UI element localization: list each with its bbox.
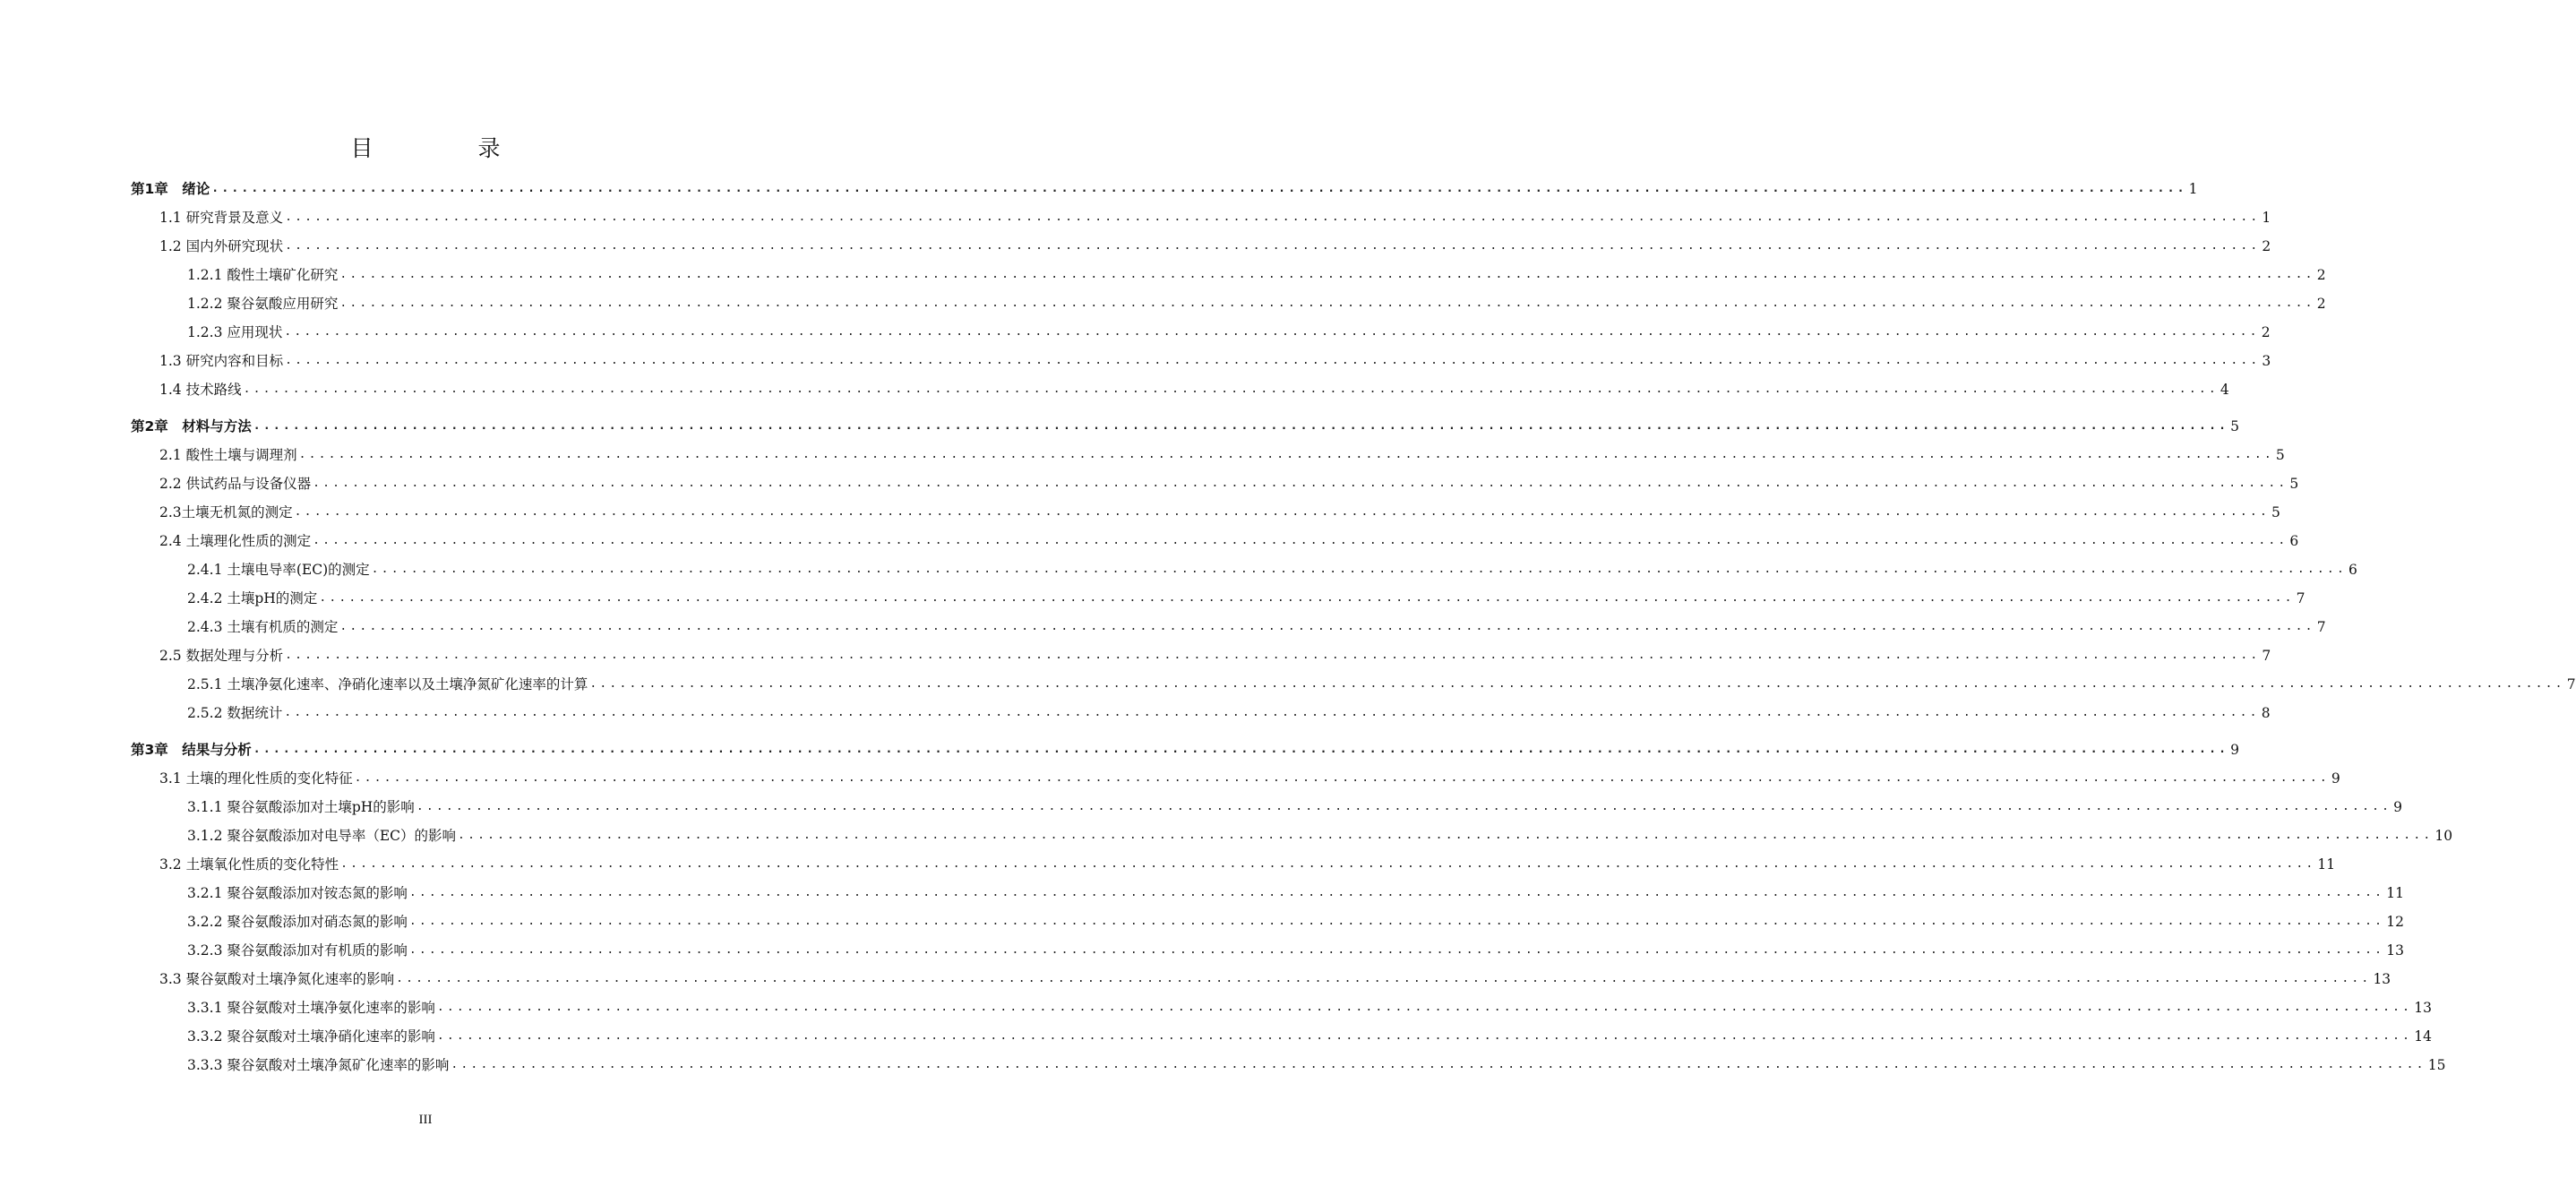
toc-leader-dots: ........................................................................................................................................................................................................ bbox=[313, 477, 2288, 490]
toc-entry-label: 3.3.1 聚谷氨酸对土壤净氨化速率的影响 bbox=[187, 1000, 435, 1016]
toc-entry-label: 3.1 土壤的理化性质的变化特征 bbox=[159, 770, 353, 787]
toc-entry-page: 3 bbox=[2262, 353, 2271, 369]
toc-entry-label: 2.4.2 土壤pH的测定 bbox=[187, 590, 318, 606]
toc-entry-page: 9 bbox=[2230, 742, 2240, 758]
toc-entry-page: 6 bbox=[2289, 533, 2299, 549]
toc-entry-label: 2.4.1 土壤电导率(EC)的测定 bbox=[187, 562, 370, 578]
toc-entry-page: 6 bbox=[2348, 562, 2357, 578]
toc-leader-dots: ........................................................................................................................................................................................................ bbox=[284, 706, 2260, 719]
toc-leader-dots: ........................................................................................................................................................................................................ bbox=[451, 1058, 2426, 1071]
toc-entry-page: 12 bbox=[2386, 914, 2404, 930]
toc-chapter-entry[interactable] bbox=[131, 735, 2240, 759]
toc-entry-page: 5 bbox=[2230, 418, 2240, 434]
toc-entry-label: 3.2 土壤氧化性质的变化特性 bbox=[159, 856, 339, 873]
toc-entry-page: 5 bbox=[2271, 504, 2280, 520]
toc-entry-label: 2.5.1 土壤净氨化速率、净硝化速率以及土壤净氮矿化速率的计算 bbox=[187, 676, 588, 692]
toc-entry-page: 13 bbox=[2373, 971, 2391, 987]
toc-entry-page: 14 bbox=[2414, 1028, 2432, 1045]
toc-leader-dots: ........................................................................................................................................................................................................ bbox=[354, 771, 2330, 785]
toc-title: 目 录 bbox=[350, 135, 542, 161]
toc-chapter-entry[interactable] bbox=[131, 412, 2240, 435]
toc-entry-label: 第2章 材料与方法 bbox=[131, 418, 252, 434]
toc-subsection-entry[interactable] bbox=[187, 1051, 2446, 1074]
toc-entry-label: 3.2.1 聚谷氨酸添加对铵态氮的影响 bbox=[187, 885, 408, 901]
toc-leader-dots: ........................................................................................................................................................................................................ bbox=[589, 677, 2565, 691]
toc-leader-dots: ........................................................................................................................................................................................................ bbox=[396, 972, 2372, 985]
toc-section-entry[interactable] bbox=[159, 641, 2271, 665]
toc-entry-label: 3.2.2 聚谷氨酸添加对硝态氮的影响 bbox=[187, 914, 408, 930]
toc-entry-page: 2 bbox=[2261, 324, 2271, 340]
toc-entry-page: 2 bbox=[2316, 296, 2326, 312]
toc-leader-dots: ........................................................................................................................................................................................................ bbox=[339, 268, 2315, 281]
toc-entry-page: 7 bbox=[2316, 619, 2326, 635]
toc-section-entry[interactable] bbox=[159, 441, 2285, 464]
toc-leader-dots: ........................................................................................................................................................................................................ bbox=[243, 383, 2219, 396]
toc-subsection-entry[interactable] bbox=[187, 289, 2326, 313]
toc-leader-dots: ........................................................................................................................................................................................................ bbox=[436, 1001, 2413, 1014]
toc-entry-page: 2 bbox=[2262, 238, 2271, 254]
toc-entry-page: 13 bbox=[2414, 1000, 2432, 1016]
toc-section-entry[interactable] bbox=[159, 850, 2336, 873]
toc-leader-dots: ........................................................................................................................................................................................................ bbox=[284, 325, 2260, 339]
toc-leader-dots: ........................................................................................................................................................................................................ bbox=[313, 534, 2288, 547]
toc-leader-dots: ........................................................................................................................................................................................................ bbox=[371, 563, 2347, 576]
toc-leader-dots: ........................................................................................................................................................................................................ bbox=[253, 743, 2229, 756]
toc-entry-page: 11 bbox=[2386, 885, 2404, 901]
toc-entry-label: 1.4 技术路线 bbox=[159, 382, 242, 398]
toc-entry-label: 3.3 聚谷氨酸对土壤净氮化速率的影响 bbox=[159, 971, 395, 987]
toc-entry-label: 2.5.2 数据统计 bbox=[187, 705, 283, 721]
toc-subsection-entry[interactable] bbox=[187, 993, 2432, 1017]
toc-entry-page: 9 bbox=[2331, 770, 2340, 787]
toc-leader-dots: ........................................................................................................................................................................................................ bbox=[285, 354, 2261, 367]
toc-leader-dots: ........................................................................................................................................................................................................ bbox=[340, 857, 2316, 871]
toc-section-entry[interactable] bbox=[159, 203, 2271, 227]
toc-entry-label: 2.1 酸性土壤与调理剂 bbox=[159, 447, 297, 463]
toc-entry-label: 3.1.1 聚谷氨酸添加对土壤pH的影响 bbox=[187, 799, 415, 815]
toc-entry-page: 13 bbox=[2386, 942, 2404, 959]
toc-entry-label: 第3章 结果与分析 bbox=[131, 742, 252, 758]
toc-entry-page: 1 bbox=[2262, 210, 2271, 226]
page-number-footer: III bbox=[418, 1113, 433, 1127]
toc-subsection-entry[interactable] bbox=[187, 555, 2357, 579]
toc-entry-page: 4 bbox=[2220, 382, 2229, 398]
toc-leader-dots: ........................................................................................................................................................................................................ bbox=[436, 1029, 2413, 1043]
toc-entry-label: 第1章 绪论 bbox=[131, 181, 210, 197]
toc-leader-dots: ........................................................................................................................................................................................................ bbox=[285, 649, 2261, 662]
toc-subsection-entry[interactable] bbox=[187, 1022, 2432, 1045]
toc-subsection-entry[interactable] bbox=[187, 936, 2404, 959]
toc-subsection-entry[interactable] bbox=[187, 907, 2404, 931]
toc-entry-label: 2.3土壤无机氮的测定 bbox=[159, 504, 293, 520]
toc-entry-label: 1.2.1 酸性土壤矿化研究 bbox=[187, 267, 339, 283]
toc-entry-label: 2.4.3 土壤有机质的测定 bbox=[187, 619, 339, 635]
toc-leader-dots: ........................................................................................................................................................................................................ bbox=[408, 886, 2385, 899]
toc-section-entry[interactable] bbox=[159, 232, 2271, 255]
toc-entry-page: 11 bbox=[2317, 856, 2336, 873]
toc-entry-page: 7 bbox=[2262, 648, 2271, 664]
toc-subsection-entry[interactable] bbox=[187, 261, 2326, 284]
toc-subsection-entry[interactable] bbox=[187, 699, 2271, 722]
toc-leader-dots: ........................................................................................................................................................................................................ bbox=[319, 591, 2295, 605]
toc-leader-dots: ........................................................................................................................................................................................................ bbox=[408, 943, 2385, 957]
toc-entry-label: 2.2 供试药品与设备仪器 bbox=[159, 476, 312, 492]
toc-entry-label: 3.3.3 聚谷氨酸对土壤净氮矿化速率的影响 bbox=[187, 1057, 450, 1073]
toc-entry-label: 1.2.2 聚谷氨酸应用研究 bbox=[187, 296, 339, 312]
toc-entry-page: 5 bbox=[2289, 476, 2299, 492]
toc-subsection-entry[interactable] bbox=[187, 584, 2306, 607]
toc-entry-label: 2.5 数据处理与分析 bbox=[159, 648, 284, 664]
toc-entry-page: 9 bbox=[2393, 799, 2403, 815]
toc-section-entry[interactable] bbox=[159, 375, 2229, 399]
toc-entry-page: 15 bbox=[2427, 1057, 2446, 1073]
toc-leader-dots: ........................................................................................................................................................................................................ bbox=[211, 182, 2187, 195]
toc-section-entry[interactable] bbox=[159, 498, 2280, 521]
toc-entry-page: 5 bbox=[2275, 447, 2285, 463]
toc-entry-label: 1.3 研究内容和目标 bbox=[159, 353, 284, 369]
toc-subsection-entry[interactable] bbox=[187, 613, 2326, 636]
toc-entry-page: 2 bbox=[2316, 267, 2326, 283]
toc-subsection-entry[interactable] bbox=[187, 821, 2453, 845]
toc-entry-label: 1.1 研究背景及意义 bbox=[159, 210, 284, 226]
toc-leader-dots: ........................................................................................................................................................................................................ bbox=[253, 419, 2229, 433]
toc-entry-label: 1.2.3 应用现状 bbox=[187, 324, 283, 340]
toc-leader-dots: ........................................................................................................................................................................................................ bbox=[416, 800, 2392, 813]
toc-entry-label: 2.4 土壤理化性质的测定 bbox=[159, 533, 312, 549]
toc-entry-label: 1.2 国内外研究现状 bbox=[159, 238, 284, 254]
toc-leader-dots: ........................................................................................................................................................................................................ bbox=[408, 915, 2385, 928]
toc-leader-dots: ........................................................................................................................................................................................................ bbox=[298, 448, 2274, 461]
toc-entry-page: 10 bbox=[2434, 828, 2453, 844]
toc-entry-page: 1 bbox=[2188, 181, 2198, 197]
toc-subsection-entry[interactable] bbox=[187, 318, 2271, 341]
toc-section-entry[interactable] bbox=[159, 764, 2340, 787]
toc-leader-dots: ........................................................................................................................................................................................................ bbox=[285, 239, 2261, 253]
toc-subsection-entry[interactable] bbox=[187, 793, 2403, 816]
toc-leader-dots: ........................................................................................................................................................................................................ bbox=[285, 211, 2261, 224]
toc-leader-dots: ........................................................................................................................................................................................................ bbox=[458, 829, 2434, 842]
toc-section-entry[interactable] bbox=[159, 469, 2299, 493]
toc-leader-dots: ........................................................................................................................................................................................................ bbox=[339, 297, 2315, 310]
toc-entry-label: 3.2.3 聚谷氨酸添加对有机质的影响 bbox=[187, 942, 408, 959]
toc-leader-dots: ........................................................................................................................................................................................................ bbox=[339, 620, 2315, 633]
toc-section-entry[interactable] bbox=[159, 527, 2299, 550]
toc-entry-page: 7 bbox=[2566, 676, 2576, 692]
toc-chapter-entry[interactable] bbox=[131, 175, 2198, 198]
toc-entry-page: 8 bbox=[2261, 705, 2271, 721]
toc-entry-page: 7 bbox=[2296, 590, 2306, 606]
toc-section-entry[interactable] bbox=[159, 965, 2391, 988]
toc-leader-dots: ........................................................................................................................................................................................................ bbox=[294, 505, 2270, 519]
toc-entry-label: 3.3.2 聚谷氨酸对土壤净硝化速率的影响 bbox=[187, 1028, 435, 1045]
toc-entry-label: 3.1.2 聚谷氨酸添加对电导率（EC）的影响 bbox=[187, 828, 457, 844]
toc-subsection-entry[interactable] bbox=[187, 879, 2404, 902]
toc-subsection-entry[interactable] bbox=[187, 670, 2576, 693]
toc-section-entry[interactable] bbox=[159, 347, 2271, 370]
